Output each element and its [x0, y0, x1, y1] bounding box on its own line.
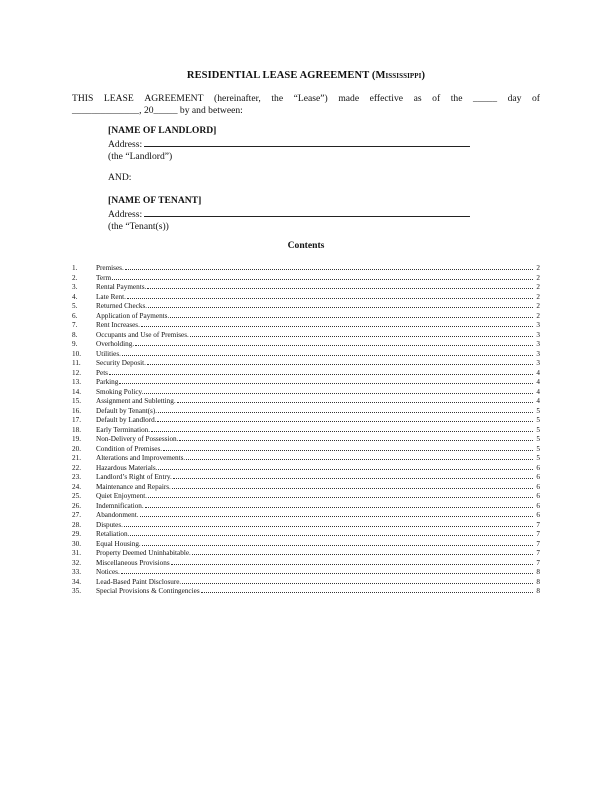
intro-word: AGREEMENT	[144, 93, 204, 104]
toc-page-number: 2	[536, 311, 540, 320]
toc-entry[interactable]	[72, 501, 540, 511]
toc-number: 1.	[72, 264, 78, 272]
toc-title: Lead-Based Paint Disclosure.	[96, 577, 182, 586]
landlord-address-row	[108, 137, 470, 151]
toc-page-number: 5	[536, 416, 540, 424]
intro-word: the	[450, 93, 463, 104]
toc-entry[interactable]	[72, 406, 540, 416]
toc-entry[interactable]	[72, 529, 540, 539]
toc-title: Occupants and Use of Premises.	[96, 330, 189, 339]
toc-entry[interactable]	[72, 482, 540, 492]
toc-page-number: 4	[536, 378, 540, 386]
toc-dot-leader	[158, 463, 533, 470]
and-label: AND:	[108, 172, 132, 183]
toc-dot-leader	[112, 273, 533, 280]
intro-line-1	[72, 93, 540, 105]
toc-entry[interactable]	[72, 263, 540, 273]
toc-page-number: 3	[536, 359, 540, 367]
toc-page-number: 5	[536, 454, 540, 462]
toc-entry[interactable]	[72, 577, 540, 587]
toc-dot-leader	[163, 444, 533, 451]
toc-dot-leader	[172, 482, 533, 489]
title-state-text: Mississippi	[375, 70, 422, 81]
toc-dot-leader	[147, 282, 533, 289]
intro-word: effective	[369, 93, 404, 104]
toc-title: Special Provisions & Contingencies	[96, 587, 200, 595]
toc-dot-leader	[125, 263, 533, 270]
toc-page-number: 5	[536, 435, 540, 443]
toc-entry[interactable]	[72, 558, 540, 568]
toc-entry[interactable]	[72, 415, 540, 425]
toc-page-number: 5	[536, 444, 540, 453]
toc-title: Miscellaneous Provisions	[96, 558, 170, 567]
tenant-address-label: Address:	[108, 209, 143, 220]
toc-number: 9.	[72, 340, 78, 348]
toc-title: Disputes.	[96, 520, 123, 529]
toc-number: 34.	[72, 577, 81, 586]
toc-title: Premises.	[96, 264, 124, 272]
toc-dot-leader	[190, 330, 533, 337]
toc-number: 26.	[72, 501, 81, 510]
toc-entry[interactable]	[72, 320, 540, 330]
toc-title: Maintenance and Repairs.	[96, 482, 171, 491]
toc-dot-leader	[170, 311, 533, 318]
intro-word: day	[507, 93, 522, 104]
toc-number: 6.	[72, 311, 78, 320]
toc-page-number: 2	[536, 264, 540, 272]
landlord-address-label: Address:	[108, 139, 143, 150]
toc-page-number: 4	[536, 387, 540, 396]
toc-number: 29.	[72, 530, 81, 538]
toc-number: 14.	[72, 387, 81, 396]
toc-dot-leader	[186, 453, 533, 460]
intro-word: of	[532, 93, 540, 104]
toc-page-number: 8	[536, 587, 540, 595]
toc-number: 8.	[72, 330, 78, 339]
toc-title: Landlord’s Right of Entry.	[96, 473, 172, 481]
toc-number: 28.	[72, 520, 81, 529]
toc-entry[interactable]	[72, 273, 540, 283]
intro-line-2: ______________, 20_____ by and between:	[72, 104, 243, 116]
toc-number: 10.	[72, 349, 81, 358]
intro-word: the	[271, 93, 284, 104]
toc-page-number: 8	[536, 577, 540, 586]
toc-title: Retaliation.	[96, 530, 130, 538]
table-of-contents	[72, 263, 540, 596]
toc-number: 15.	[72, 397, 81, 405]
toc-number: 2.	[72, 273, 78, 282]
intro-word: made	[338, 93, 360, 104]
toc-dot-leader	[109, 368, 533, 375]
toc-dot-leader	[145, 501, 533, 508]
toc-title: Indemnification.	[96, 501, 144, 510]
toc-page-number: 5	[536, 406, 540, 415]
toc-entry[interactable]	[72, 339, 540, 349]
toc-number: 21.	[72, 454, 81, 462]
toc-title: Abandonment.	[96, 511, 139, 519]
toc-dot-leader	[148, 491, 533, 498]
toc-page-number: 5	[536, 425, 540, 434]
toc-page-number: 2	[536, 283, 540, 291]
toc-entry[interactable]	[72, 510, 540, 520]
toc-page-number: 2	[536, 302, 540, 310]
toc-entry[interactable]	[72, 463, 540, 473]
toc-title: Application of Payments.	[96, 311, 170, 320]
toc-number: 16.	[72, 406, 81, 415]
intro-word: THIS	[72, 93, 94, 104]
toc-title: Late Rent.	[96, 292, 126, 301]
intro-paragraph	[72, 93, 540, 116]
toc-page-number: 6	[536, 482, 540, 491]
toc-dot-leader	[192, 548, 533, 555]
title-main-text: RESIDENTIAL LEASE AGREEMENT (	[186, 70, 376, 81]
toc-dot-leader	[173, 472, 533, 479]
toc-entry[interactable]	[72, 387, 540, 397]
toc-dot-leader	[147, 358, 533, 365]
toc-title: Notices.	[96, 568, 120, 576]
toc-dot-leader	[177, 396, 533, 403]
toc-number: 27.	[72, 511, 81, 519]
intro-word: of	[432, 93, 441, 104]
toc-dot-leader	[121, 567, 533, 574]
landlord-block	[108, 125, 470, 163]
toc-entry[interactable]	[72, 425, 540, 435]
toc-page-number: 6	[536, 511, 540, 519]
landlord-role: (the “Landlord”)	[108, 151, 173, 162]
toc-dot-leader	[182, 577, 533, 584]
toc-dot-leader	[148, 301, 533, 308]
toc-dot-leader	[151, 425, 533, 432]
toc-entry[interactable]	[72, 444, 540, 454]
toc-dot-leader	[135, 339, 533, 346]
toc-page-number: 7	[536, 530, 540, 538]
toc-entry[interactable]	[72, 453, 540, 463]
toc-page-number: 3	[536, 340, 540, 348]
toc-number: 12.	[72, 368, 81, 377]
toc-entry[interactable]	[72, 368, 540, 378]
toc-page-number: 8	[536, 568, 540, 576]
toc-entry[interactable]	[72, 548, 540, 558]
toc-title: Term	[96, 273, 112, 282]
landlord-name: [NAME OF LANDLORD]	[108, 125, 217, 136]
toc-title: Overholding.	[96, 340, 135, 348]
toc-number: 20.	[72, 444, 81, 453]
toc-entry[interactable]	[72, 567, 540, 577]
tenant-block	[108, 195, 470, 233]
toc-entry[interactable]	[72, 520, 540, 530]
toc-number: 25.	[72, 492, 81, 500]
toc-page-number: 3	[536, 330, 540, 339]
intro-word: LEASE	[103, 93, 134, 104]
toc-page-number: 6	[536, 463, 540, 472]
toc-number: 17.	[72, 416, 81, 424]
toc-number: 23.	[72, 473, 81, 481]
toc-entry[interactable]	[72, 434, 540, 444]
toc-entry[interactable]	[72, 311, 540, 321]
toc-title: Security Deposit.	[96, 359, 146, 367]
toc-dot-leader	[140, 510, 533, 517]
toc-entry[interactable]	[72, 330, 540, 340]
toc-title: Smoking Policy.	[96, 387, 144, 396]
toc-title: Early Termination.	[96, 425, 151, 434]
toc-title: Assignment and Subletting.	[96, 397, 176, 405]
toc-title: Alterations and Improvements.	[96, 454, 186, 462]
toc-entry[interactable]	[72, 282, 540, 292]
toc-page-number: 4	[536, 397, 540, 405]
toc-dot-leader	[158, 406, 533, 413]
landlord-address-field[interactable]	[144, 137, 470, 147]
toc-title: Default by Tenant(s).	[96, 406, 158, 415]
tenant-address-row	[108, 207, 470, 221]
toc-entry[interactable]	[72, 358, 540, 368]
intro-word: as	[413, 93, 422, 104]
intro-word: “Lease”)	[293, 93, 328, 104]
tenant-name: [NAME OF TENANT]	[108, 195, 202, 206]
toc-page-number: 7	[536, 549, 540, 557]
toc-page-number: 7	[536, 539, 540, 548]
contents-heading: Contents	[287, 240, 325, 251]
toc-title: Condition of Premises.	[96, 444, 163, 453]
toc-dot-leader	[122, 349, 533, 356]
toc-number: 33.	[72, 568, 81, 576]
toc-entry[interactable]	[72, 301, 540, 311]
toc-entry[interactable]	[72, 292, 540, 302]
toc-page-number: 7	[536, 520, 540, 529]
toc-page-number: 2	[536, 292, 540, 301]
tenant-role: (the “Tenant(s))	[108, 221, 169, 232]
intro-word: _____	[473, 93, 498, 104]
toc-number: 3.	[72, 283, 78, 291]
toc-number: 24.	[72, 482, 81, 491]
toc-number: 32.	[72, 558, 81, 567]
toc-dot-leader	[127, 292, 533, 299]
toc-number: 11.	[72, 359, 81, 367]
toc-entry[interactable]	[72, 377, 540, 387]
intro-word: (hereinafter,	[214, 93, 261, 104]
toc-number: 30.	[72, 539, 81, 548]
toc-number: 13.	[72, 378, 81, 386]
toc-dot-leader	[119, 377, 533, 384]
toc-dot-leader	[157, 415, 533, 422]
toc-title: Default by Landlord.	[96, 416, 157, 424]
toc-number: 22.	[72, 463, 81, 472]
toc-page-number: 3	[536, 321, 540, 329]
toc-page-number: 4	[536, 368, 540, 377]
tenant-address-field[interactable]	[144, 207, 470, 217]
toc-dot-leader	[179, 434, 533, 441]
toc-entry[interactable]	[72, 491, 540, 501]
toc-dot-leader	[141, 320, 533, 327]
toc-title: Rent Increases.	[96, 321, 140, 329]
toc-number: 18.	[72, 425, 81, 434]
toc-title: Pets	[96, 368, 108, 377]
toc-entry[interactable]	[72, 349, 540, 359]
toc-page-number: 7	[536, 558, 540, 567]
toc-entry[interactable]	[72, 586, 540, 596]
toc-number: 4.	[72, 292, 78, 301]
toc-dot-leader	[124, 520, 533, 527]
toc-page-number: 3	[536, 349, 540, 358]
toc-entry[interactable]	[72, 396, 540, 406]
document-title	[0, 70, 612, 81]
toc-title: Utilities.	[96, 349, 121, 358]
toc-entry[interactable]	[72, 539, 540, 549]
toc-page-number: 6	[536, 501, 540, 510]
toc-title: Returned Checks.	[96, 302, 148, 310]
toc-title: Parking	[96, 378, 119, 386]
toc-page-number: 6	[536, 473, 540, 481]
toc-page-number: 2	[536, 273, 540, 282]
toc-number: 31.	[72, 549, 81, 557]
toc-title: Hazardous Materials.	[96, 463, 158, 472]
toc-title: Quiet Enjoyment.	[96, 492, 148, 500]
toc-number: 5.	[72, 302, 78, 310]
toc-dot-leader	[171, 558, 533, 565]
toc-number: 7.	[72, 321, 78, 329]
toc-title: Non-Delivery of Possession.	[96, 435, 179, 443]
toc-page-number: 6	[536, 492, 540, 500]
toc-number: 19.	[72, 435, 81, 443]
toc-title: Property Deemed Uninhabitable.	[96, 549, 191, 557]
toc-number: 35.	[72, 587, 81, 595]
toc-dot-leader	[130, 529, 533, 536]
toc-dot-leader	[142, 539, 533, 546]
toc-entry[interactable]	[72, 472, 540, 482]
toc-title: Rental Payments.	[96, 283, 147, 291]
toc-title: Equal Housing.	[96, 539, 141, 548]
toc-dot-leader	[144, 387, 533, 394]
toc-dot-leader	[201, 586, 533, 593]
title-close-text: )	[421, 70, 426, 81]
